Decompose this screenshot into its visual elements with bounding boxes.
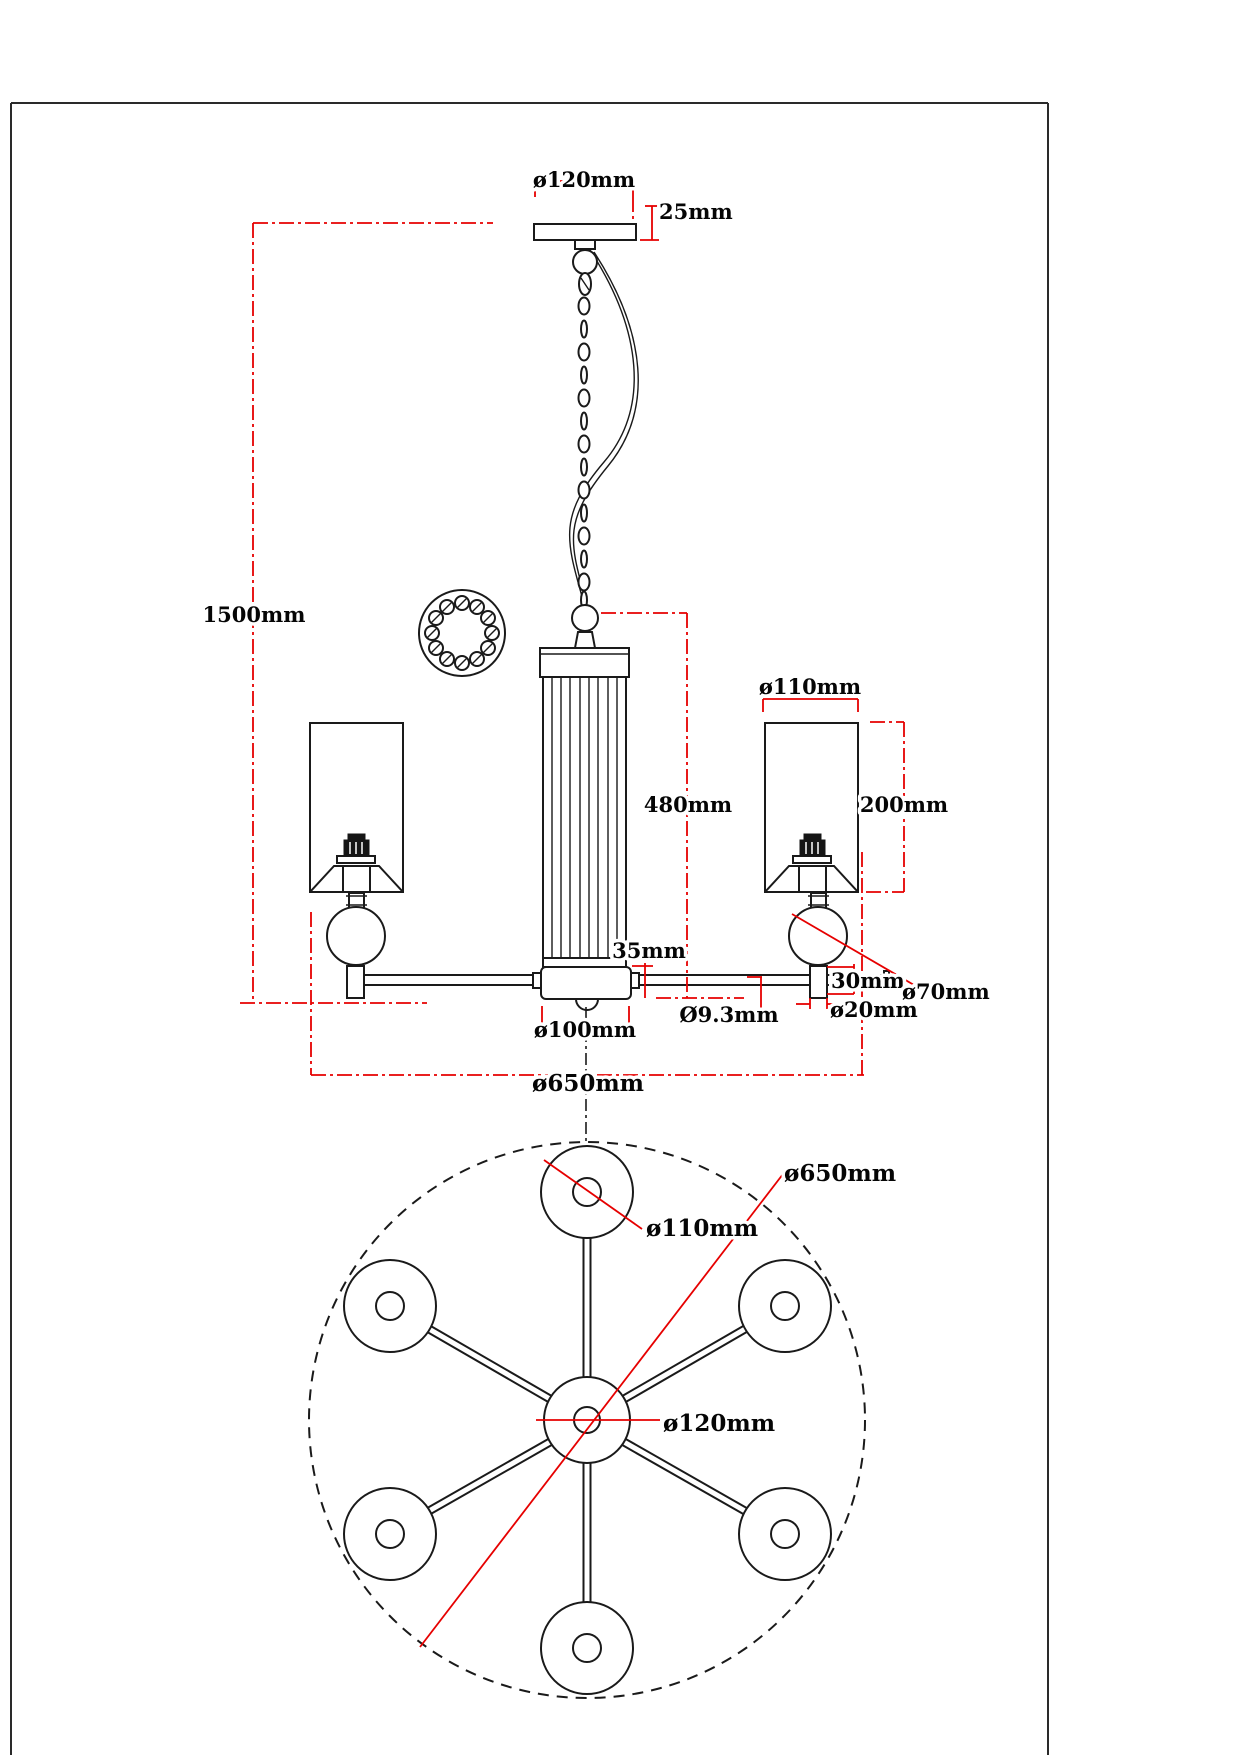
lamp-ball <box>789 907 847 965</box>
label-canopy-diameter: ø120mm <box>532 167 636 192</box>
lamp-neck <box>811 893 826 908</box>
label-hub-height: 35mm <box>612 938 686 963</box>
label-plan-shade-diameter: ø110mm <box>646 1215 759 1242</box>
hub <box>533 967 639 1010</box>
lamp-right <box>765 723 858 998</box>
hub-knob <box>576 999 598 1010</box>
label-stem-height: 30mm <box>831 968 905 993</box>
ceiling-canopy <box>534 224 636 249</box>
label-hub-diameter: ø100mm <box>533 1017 637 1042</box>
label-canopy-height: 25mm <box>659 199 733 224</box>
dim-canopy-height <box>640 206 659 240</box>
lamp-left <box>310 723 403 998</box>
label-arm-diameter: Ø9.3mm <box>679 1002 779 1027</box>
label-plan-overall-diameter: ø650mm <box>784 1160 897 1187</box>
lamp-neck <box>349 893 364 908</box>
label-stem-diameter: ø20mm <box>830 997 918 1022</box>
lamp-stem <box>347 966 364 998</box>
label-overall-height: 1500mm <box>202 602 306 627</box>
label-shade-height: 200mm <box>859 792 949 817</box>
dim-shade-diameter-side <box>763 699 858 712</box>
sheet-border <box>11 103 1048 1755</box>
chain <box>579 298 590 609</box>
central-column <box>540 648 629 967</box>
label-shade-diameter-side: ø110mm <box>758 674 862 699</box>
lamp-stem <box>810 966 827 998</box>
socket-flange <box>337 856 375 863</box>
column-top-loop <box>572 605 598 648</box>
chain-detail-ring <box>419 590 505 676</box>
lamp-ball <box>327 907 385 965</box>
label-ball-diameter: ø70mm <box>902 979 990 1004</box>
label-overall-diameter-side: ø650mm <box>531 1070 645 1097</box>
label-plan-hub-diameter: ø120mm <box>663 1410 776 1437</box>
socket-flange <box>793 856 831 863</box>
suspension-loop <box>573 250 597 295</box>
label-column-height: 480mm <box>643 792 733 817</box>
